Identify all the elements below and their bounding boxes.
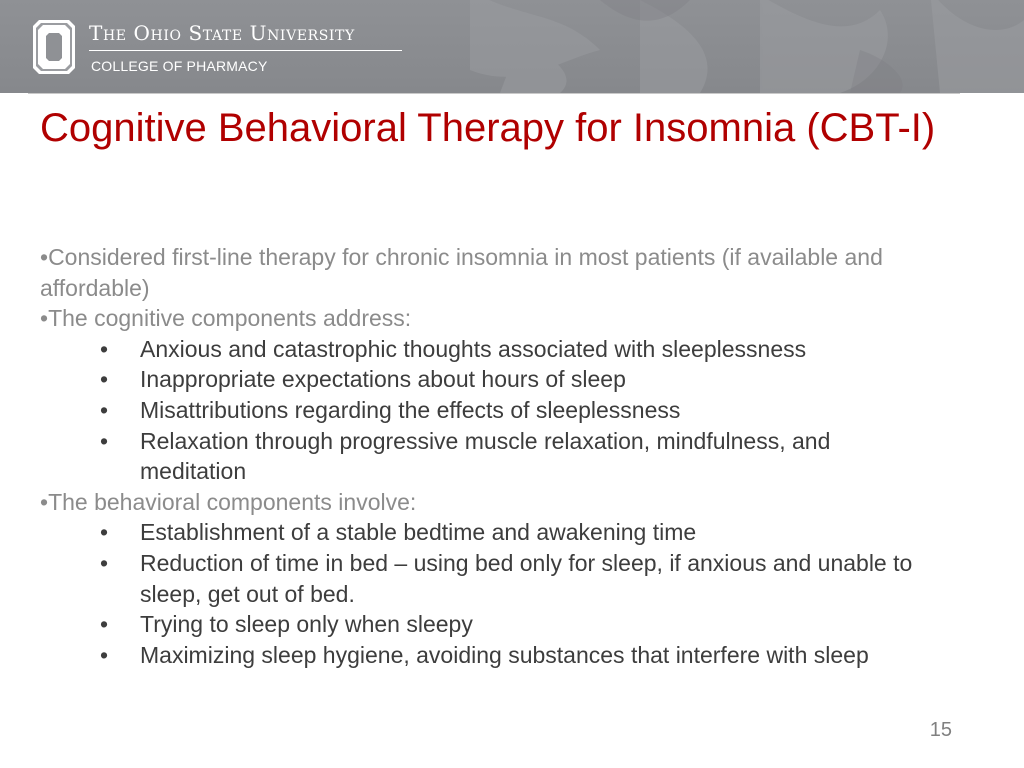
bullet-text: The behavioral components involve: bbox=[48, 488, 417, 515]
university-name: The Ohio State University bbox=[89, 21, 355, 45]
bullet-marker: • bbox=[40, 244, 49, 270]
bullet-point-first-line bbox=[40, 242, 940, 303]
sub-bullet-marker: • bbox=[100, 519, 109, 546]
slide-body bbox=[40, 242, 940, 670]
header-pattern bbox=[0, 0, 1024, 93]
sub-bullet-text: Inappropriate expectations about hours of sleep bbox=[140, 366, 626, 393]
sub-bullet-item bbox=[40, 426, 940, 487]
bullet-list bbox=[40, 242, 940, 670]
sub-bullet-item bbox=[40, 640, 940, 671]
sub-bullet-text: Establishment of a stable bedtime and awakening time bbox=[140, 519, 697, 546]
sub-bullet-marker: • bbox=[100, 427, 109, 454]
sub-bullet-item bbox=[40, 609, 940, 640]
bullet-point-behavioral bbox=[40, 487, 940, 671]
sub-bullet-marker: • bbox=[100, 549, 109, 576]
sub-bullet-item bbox=[40, 364, 940, 395]
sub-bullet-text: Trying to sleep only when sleepy bbox=[140, 611, 473, 638]
sub-bullet-item bbox=[40, 334, 940, 365]
header-underline bbox=[28, 93, 960, 94]
sub-bullet-text: Maximizing sleep hygiene, avoiding substances that interfere with sleep bbox=[140, 641, 869, 668]
sub-bullet-text: Relaxation through progressive muscle relaxation, mindfulness, and meditation bbox=[140, 427, 831, 485]
bullet-text: Considered first-line therapy for chronic insomnia in most patients (if available and affordable) bbox=[40, 244, 883, 301]
block-o-logo-icon bbox=[33, 20, 75, 74]
sub-bullet-marker: • bbox=[100, 335, 109, 362]
bullet-marker: • bbox=[40, 488, 49, 515]
sub-bullet-text: Reduction of time in bed – using bed only for sleep, if anxious and unable to sleep, get out of bed. bbox=[140, 549, 913, 607]
sub-bullet-list bbox=[40, 334, 940, 487]
sub-bullet-list bbox=[40, 517, 940, 670]
page-number: 15 bbox=[929, 719, 952, 741]
sub-bullet-text: Misattributions regarding the effects of sleeplessness bbox=[140, 396, 681, 423]
sub-bullet-marker: • bbox=[100, 611, 109, 638]
college-name: COLLEGE OF PHARMACY bbox=[91, 58, 268, 74]
bullet-marker: • bbox=[40, 305, 49, 332]
bullet-text: The cognitive components address: bbox=[48, 305, 412, 332]
sub-bullet-item bbox=[40, 517, 940, 548]
header-band bbox=[0, 0, 1024, 93]
sub-bullet-marker: • bbox=[100, 366, 109, 393]
header-rule bbox=[89, 50, 402, 51]
sub-bullet-marker: • bbox=[100, 396, 109, 423]
sub-bullet-text: Anxious and catastrophic thoughts associated with sleeplessness bbox=[140, 335, 807, 362]
sub-bullet-item bbox=[40, 395, 940, 426]
sub-bullet-marker: • bbox=[100, 641, 109, 668]
sub-bullet-item bbox=[40, 548, 940, 609]
slide-title: Cognitive Behavioral Therapy for Insomnia (CBT-I) bbox=[40, 106, 936, 150]
bullet-point-cognitive bbox=[40, 303, 940, 487]
